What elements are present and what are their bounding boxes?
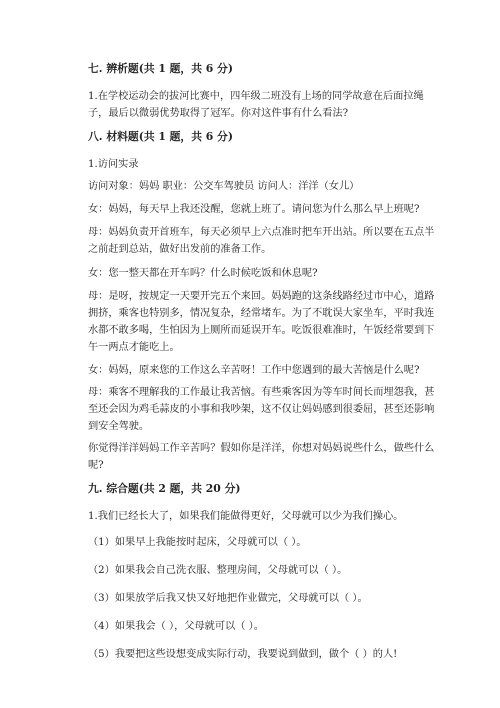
text-line: 拥挤，乘客也特别多，情况复杂，经常堵车。为了不耽误大家坐车，平时我连 <box>88 308 435 319</box>
section-8-question <box>88 440 435 474</box>
fill-blank-item-2: （2）如果我会自己洗衣服、整理房间，父母就可以（ ）。 <box>88 565 348 576</box>
section-9-question-1: 1.我们已经长大了，如果我们能做得更好，父母就可以少为我们操心。 <box>88 511 404 522</box>
text-line: 母：妈妈负责开首班车，每天必须早上六点准时把车开出站。所以要在五点半 <box>88 227 435 238</box>
dialogue-paragraph-5: 女：妈妈，原来您的工作这么辛苦呀！工作中您遇到的最大苦恼是什么呢? <box>88 365 420 376</box>
text-line: 母：乘客不理解我的工作最让我苦恼。有些乘客因为等车时间长而埋怨我，甚 <box>88 387 435 398</box>
text-line: 至还会因为鸡毛蒜皮的小事和我吵架，这不仅让妈妈感到很委屈，甚至还影响 <box>88 404 435 415</box>
dialogue-paragraph-6 <box>88 384 435 435</box>
section-8-question-1-title: 1.访问实录 <box>88 159 139 170</box>
text-line: 之前赶到总站，做好出发前的准备工作。 <box>88 244 272 255</box>
text-line: 到安全驾驶。 <box>88 421 150 432</box>
text-line: 你觉得洋洋妈妈工作辛苦吗？假如你是洋洋，你想对妈妈说些什么，做些什么 <box>88 443 435 454</box>
interview-info: 访问对象：妈妈 职业：公交车驾驶员 访问人：洋洋（女儿） <box>88 181 360 192</box>
fill-blank-item-4: （4）如果我会（ ），父母就可以（ ）。 <box>88 621 264 632</box>
dialogue-paragraph-3: 女：您一整天都在开车吗？什么时候吃饭和休息呢? <box>88 268 318 279</box>
dialogue-paragraph-4 <box>88 288 435 356</box>
section-9-heading: 九. 综合题(共 2 题，共 20 分) <box>88 482 241 495</box>
fill-blank-item-5: （5）我要把这些设想变成实际行动，我要说到做到，做个（ ）的人! <box>88 649 398 660</box>
dialogue-paragraph-2 <box>88 224 435 258</box>
text-line: 午一两点才能吃上。 <box>88 342 180 353</box>
section-8-heading: 八. 材料题(共 1 题，共 6 分) <box>88 130 233 143</box>
fill-blank-item-1: （1）如果早上我能按时起床，父母就可以（ ）。 <box>88 537 307 548</box>
text-line: 呢? <box>88 460 104 471</box>
dialogue-paragraph-1: 女：妈妈，每天早上我还没醒，您就上班了。请问您为什么那么早上班呢? <box>88 204 420 215</box>
text-line: 母：是呀，按规定一天要开完五个来回。妈妈跑的这条线路经过市中心，道路 <box>88 291 435 302</box>
text-line: 水都不敢多喝，生怕因为上厕所而延误开车。吃饭很难准时，午饭经常要到下 <box>88 325 435 336</box>
text-line: 1.在学校运动会的拔河比赛中，四年级二班没有上场的同学故意在后面拉绳 <box>88 91 424 102</box>
section-7-heading: 七. 辨析题(共 1 题，共 6 分) <box>88 62 233 75</box>
text-line: 子，最后以微弱优势取得了冠军。你对这件事有什么看法? <box>88 108 349 119</box>
fill-blank-item-3: （3）如果放学后我又快又好地把作业做完，父母就可以（ ）。 <box>88 593 368 604</box>
section-7-question-1 <box>88 88 428 122</box>
